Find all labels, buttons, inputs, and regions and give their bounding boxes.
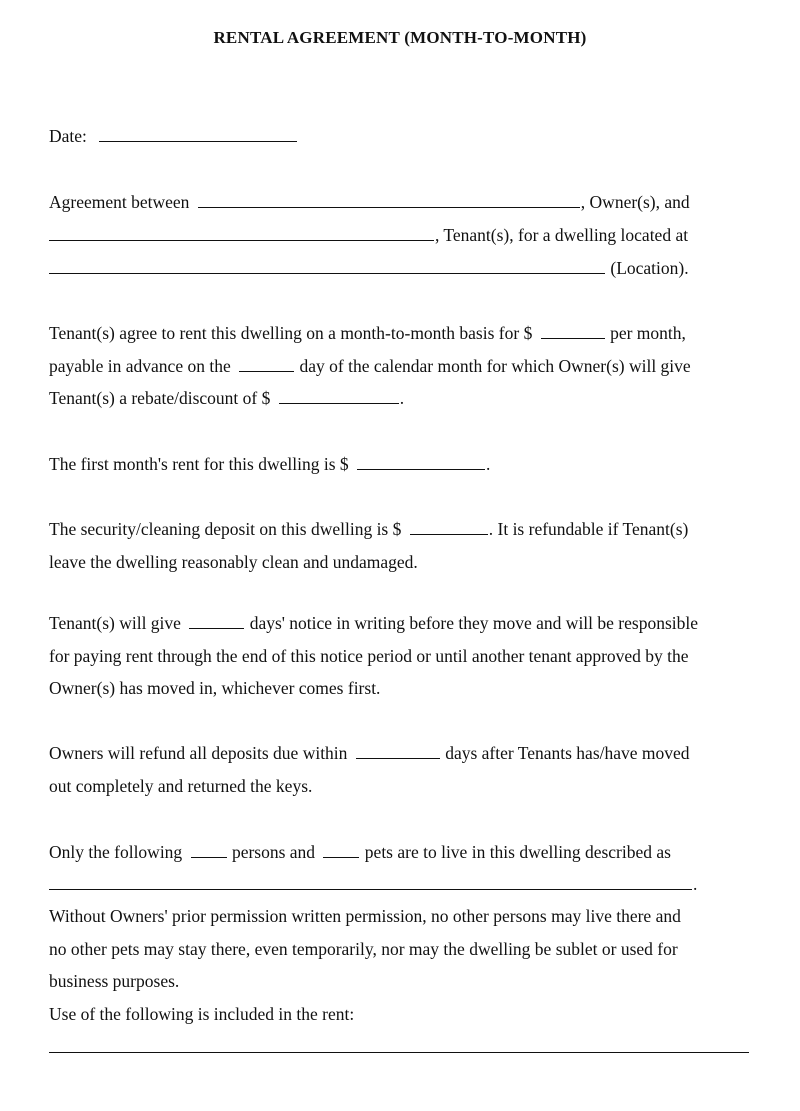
dwelling-description-field[interactable] <box>49 874 692 890</box>
notice-line-3 <box>49 678 380 698</box>
refund-line-1 <box>49 743 690 763</box>
deposit-line-2 <box>49 552 418 572</box>
first-month-rent-field[interactable] <box>357 454 485 470</box>
refund-line-2 <box>49 776 312 796</box>
agreement-line-1 <box>49 192 690 212</box>
rent-terms-text: Tenant(s) agree to rent this dwelling on a month-to-month basis for $ <box>49 323 533 343</box>
refund-text: out completely and returned the keys. <box>49 776 313 796</box>
included-line <box>49 1004 354 1024</box>
rent-terms-line-1 <box>49 323 686 343</box>
persons-count-field[interactable] <box>191 842 227 858</box>
refund-text: Owners will refund all deposits due within <box>49 743 348 763</box>
deposit-text: leave the dwelling reasonably clean and undamaged. <box>49 552 418 572</box>
permission-text: business purposes. <box>49 971 180 991</box>
agreement-between-label: Agreement between <box>49 192 190 212</box>
deposit-text: The security/cleaning deposit on this dwelling is $ <box>49 519 402 539</box>
pets-count-field[interactable] <box>323 842 359 858</box>
permission-text: no other pets may stay there, even temporarily, nor may the dwelling be sublet or used for <box>49 939 678 959</box>
notice-line-2 <box>49 646 689 666</box>
agreement-line-3 <box>49 258 689 278</box>
permission-line-1 <box>49 906 681 926</box>
occupants-text: persons and <box>227 842 316 862</box>
tenants-suffix: , Tenant(s), for a dwelling located at <box>435 225 689 245</box>
rent-terms-text: . <box>399 388 405 408</box>
location-suffix: (Location). <box>606 258 689 278</box>
rent-terms-text: payable in advance on the <box>49 356 231 376</box>
document-title: RENTAL AGREEMENT (MONTH-TO-MONTH) <box>213 28 587 47</box>
rent-terms-text: day of the calendar month for which Owner(s) will give <box>295 356 691 376</box>
refund-text: days after Tenants has/have moved <box>440 743 690 763</box>
occupants-text: Only the following <box>49 842 183 862</box>
agreement-line-2 <box>49 225 688 245</box>
included-label: Use of the following is included in the rent: <box>49 1004 355 1024</box>
monthly-rent-field[interactable] <box>541 323 605 339</box>
notice-days-field[interactable] <box>189 613 244 629</box>
rent-terms-line-2 <box>49 356 691 376</box>
notice-text: days' notice in writing before they move and will be responsible <box>245 613 699 633</box>
owners-suffix: , Owner(s), and <box>580 192 690 212</box>
owner-name-field[interactable] <box>198 192 580 208</box>
notice-text: for paying rent through the end of this notice period or until another tenant approved by the <box>49 646 689 666</box>
rent-terms-text: Tenant(s) a rebate/discount of $ <box>49 388 271 408</box>
notice-text: Owner(s) has moved in, whichever comes first. <box>49 678 381 698</box>
date-field[interactable] <box>99 126 297 142</box>
rent-terms-line-3 <box>49 388 404 408</box>
occupants-line <box>49 842 671 862</box>
first-month-line <box>49 454 490 474</box>
rent-terms-text: per month, <box>605 323 686 343</box>
deposit-line-1 <box>49 519 688 539</box>
deposit-amount-field[interactable] <box>410 519 488 535</box>
payment-day-field[interactable] <box>239 356 294 372</box>
date-line <box>49 126 298 146</box>
permission-line-3 <box>49 971 179 991</box>
occupants-text: pets are to live in this dwelling described as <box>360 842 671 862</box>
first-month-label: The first month's rent for this dwelling is $ <box>49 454 349 474</box>
permission-text: Without Owners' prior permission written permission, no other persons may live there and <box>49 906 681 926</box>
first-month-suffix: . <box>486 454 491 474</box>
date-label: Date: <box>49 126 87 146</box>
included-items-field[interactable] <box>49 1052 749 1053</box>
notice-line-1 <box>49 613 698 633</box>
notice-text: Tenant(s) will give <box>49 613 181 633</box>
dwelling-description-line <box>49 874 697 894</box>
refund-days-field[interactable] <box>356 743 440 759</box>
permission-line-2 <box>49 939 678 959</box>
deposit-text: . It is refundable if Tenant(s) <box>488 519 689 539</box>
rebate-amount-field[interactable] <box>279 388 399 404</box>
occupants-end: . <box>693 874 698 894</box>
tenant-name-field[interactable] <box>49 225 434 241</box>
location-field[interactable] <box>49 258 605 274</box>
